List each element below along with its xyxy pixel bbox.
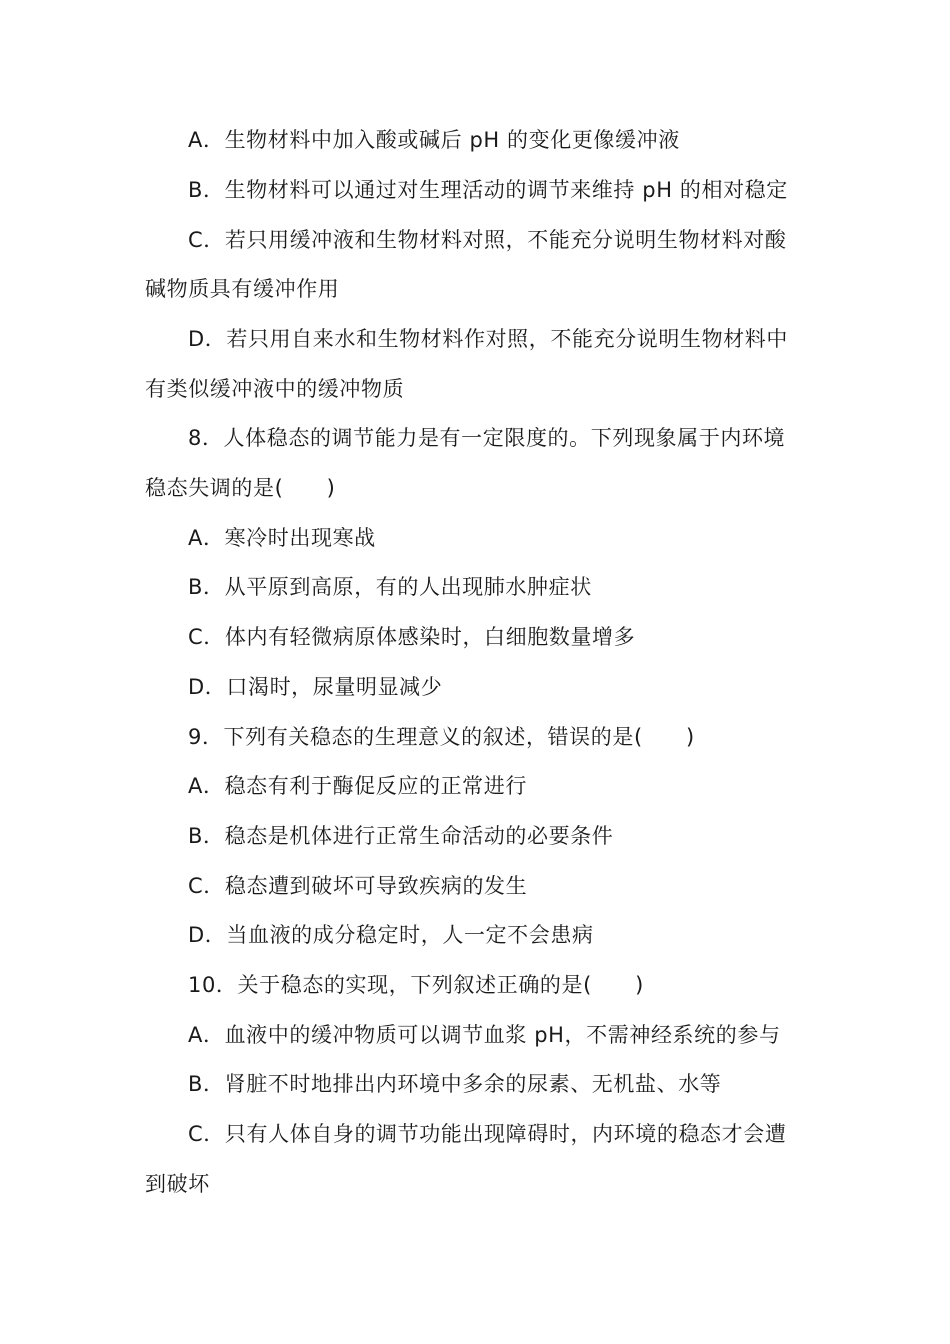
q8-stem-line1: 8．人体稳态的调节能力是有一定限度的。下列现象属于内环境 <box>188 426 786 450</box>
q7-option-d-line1: D．若只用自来水和生物材料作对照，不能充分说明生物材料中 <box>188 327 788 351</box>
q9-option-b: B．稳态是机体进行正常生命活动的必要条件 <box>188 824 614 848</box>
q7-option-c-line1: C．若只用缓冲液和生物材料对照，不能充分说明生物材料对酸 <box>188 228 787 252</box>
q7-option-c-line2: 碱物质具有缓冲作用 <box>145 277 340 301</box>
q9-option-d: D．当血液的成分稳定时，人一定不会患病 <box>188 923 594 947</box>
q8-stem-line2: 稳态失调的是( ) <box>145 476 336 500</box>
q7-option-d-line2: 有类似缓冲液中的缓冲物质 <box>145 377 405 401</box>
q7-option-b: B．生物材料可以通过对生理活动的调节来维持 pH 的相对稳定 <box>188 178 788 202</box>
q8-option-c: C．体内有轻微病原体感染时，白细胞数量增多 <box>188 625 636 649</box>
q9-stem: 9．下列有关稳态的生理意义的叙述，错误的是( ) <box>188 725 695 749</box>
q10-option-b: B．肾脏不时地排出内环境中多余的尿素、无机盐、水等 <box>188 1072 722 1096</box>
q8-option-a: A．寒冷时出现寒战 <box>188 526 376 550</box>
q10-option-c-line1: C．只有人体自身的调节功能出现障碍时，内环境的稳态才会遭 <box>188 1122 787 1146</box>
q10-option-c-line2: 到破坏 <box>145 1172 210 1196</box>
q8-option-d: D．口渴时，尿量明显减少 <box>188 675 443 699</box>
q9-option-c: C．稳态遭到破坏可导致疾病的发生 <box>188 874 528 898</box>
q10-option-a: A．血液中的缓冲物质可以调节血浆 pH，不需神经系统的参与 <box>188 1023 781 1047</box>
q10-stem: 10．关于稳态的实现，下列叙述正确的是( ) <box>188 973 644 997</box>
q7-option-a: A．生物材料中加入酸或碱后 pH 的变化更像缓冲液 <box>188 128 680 152</box>
q9-option-a: A．稳态有利于酶促反应的正常进行 <box>188 774 527 798</box>
q8-option-b: B．从平原到高原，有的人出现肺水肿症状 <box>188 575 592 599</box>
